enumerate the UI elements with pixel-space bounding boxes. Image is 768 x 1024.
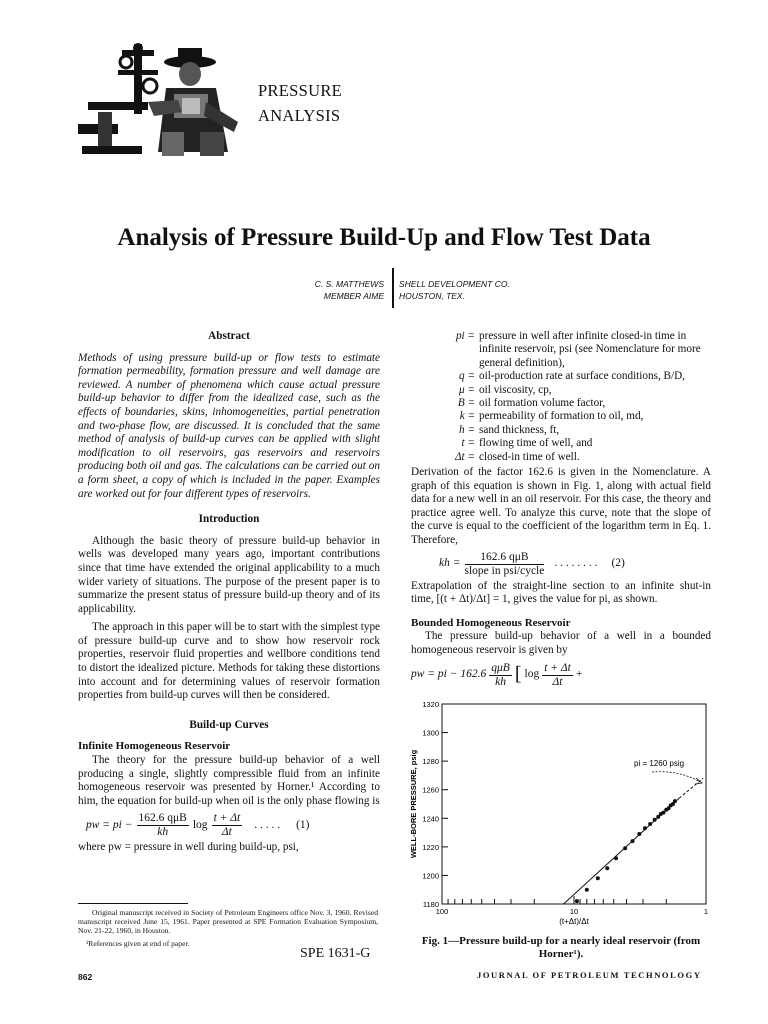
where-line: where pw = pressure in well during build-up, psi, (78, 841, 299, 854)
oil-workers-illustration (78, 42, 248, 162)
eq2-numerator: 162.6 qμB (465, 551, 545, 565)
figure-caption: Fig. 1—Pressure build-up for a nearly ideal reservoir (from Horner¹). (421, 935, 701, 960)
y-tick-label: 1200 (422, 871, 439, 881)
equation-1 (86, 812, 380, 839)
abstract-text: Methods of using pressure build-up or flow tests to estimate formation permeability, formation pressure and well damage are reviewed. A number of phenomena which cause actual pressure build-up behavior to differ from the idealized case, such as the effects of boundaries, skins, inhomogeneities, partial penetration and two-phase flow, are discussed. It is concluded that the same method of analysis of build-up curves can be applied with slight modification to oil reservoirs, gas reservoirs and reservoirs producing both oil and gas. The calculations can be carried out on a form sheet, a copy of which is included in the paper. Examples are worked out for four different types of reservoirs. (78, 351, 380, 500)
data-point (637, 832, 641, 836)
y-tick-label: 1180 (422, 900, 439, 909)
series-title (258, 78, 342, 128)
author-affiliation: SHELL DEVELOPMENT CO. (399, 279, 510, 289)
buildup-heading: Build-up Curves (189, 718, 269, 731)
author-membership: MEMBER AIME (323, 290, 384, 301)
data-point (643, 826, 647, 830)
nomenclature-definition: oil formation volume factor, (479, 397, 606, 410)
nomenclature-definition: flowing time of well, and (479, 437, 593, 450)
data-point (585, 888, 589, 892)
footnote-rule (78, 903, 188, 904)
bounded-eq-plus: + (575, 668, 583, 681)
buildup-paragraph-1: The theory for the pressure build-up behavior of a well producing a single, slightly compressible fluid from an infinite homogeneous reservoir was presented by Horner.¹ According to him, the equation for build-up when oil is the only phase flowing is (78, 754, 380, 807)
bounded-eq-time-numerator: t + Δt (544, 661, 571, 674)
nomenclature-definition: pressure in well after infinite closed-in time in infinite reservoir, psi (see Nomenclature for more general definition), (479, 330, 701, 369)
chart-annotation: pi = 1260 psig (634, 759, 685, 768)
data-point (661, 811, 665, 815)
introduction-heading: Introduction (198, 513, 260, 526)
x-tick-label: 100 (435, 907, 449, 916)
data-point (596, 876, 600, 880)
bounded-eq-numerator: qμB (491, 661, 510, 674)
chart-y-ticks (422, 700, 448, 909)
nomenclature-item (411, 437, 711, 450)
chart-y-label: WELL-BORE PRESSURE, psig (409, 749, 418, 859)
data-point (614, 856, 618, 860)
x-tick-label: 1 (703, 907, 709, 916)
author-block (315, 279, 384, 302)
chart-lines (564, 772, 704, 904)
chart-x-ticks (436, 896, 708, 916)
eq2-denominator: slope in psi/cycle (464, 564, 545, 577)
data-point (653, 818, 657, 822)
nomenclature-list (411, 330, 711, 464)
y-tick-label: 1300 (422, 728, 439, 738)
nomenclature-item (411, 370, 711, 383)
chart-axes (442, 704, 706, 904)
eq1-denominator: kh (157, 826, 169, 839)
bounded-eq-bracket: [ (514, 663, 522, 686)
nomenclature-item (411, 384, 711, 397)
eq2-number: (2) (611, 557, 625, 570)
eq1-time-fraction (212, 812, 243, 839)
bounded-subheading: Bounded Homogeneous Reservoir (411, 616, 571, 629)
data-point (575, 899, 579, 903)
bounded-eq-time-fraction (542, 662, 573, 689)
chart-x-label: (t+Δt)/Δt (559, 917, 589, 926)
data-point (648, 822, 652, 826)
nomenclature-item (411, 397, 711, 410)
paper-title: Analysis of Pressure Build-Up and Flow Test Data (117, 224, 651, 251)
nomenclature-definition: oil-production rate at surface conditions, B/D, (479, 370, 685, 383)
y-tick-label: 1240 (422, 814, 439, 824)
nomenclature-symbol: μ = (459, 383, 475, 396)
eq1-log: log (192, 819, 208, 832)
series-title-line2: ANALYSIS (258, 106, 341, 125)
y-tick-label: 1220 (422, 842, 439, 852)
author-divider (392, 268, 394, 308)
chart-points (575, 799, 677, 903)
x-tick-label: 10 (569, 907, 579, 916)
nomenclature-symbol: q = (459, 370, 475, 383)
infinite-reservoir-subheading: Infinite Homogeneous Reservoir (78, 740, 231, 753)
derivation-paragraph: Derivation of the factor 162.6 is given in the Nomenclature. A graph of this equation is shown in Fig. 1, along with actual field data for a new well in an oil reservoir. For this case, the theory and practice agree well. To analyze this curve, note that the slope of the curve is equal to the coefficient of the logarithm term in Eq. 1. Therefore, (411, 466, 711, 547)
nomenclature-symbol: B = (457, 397, 475, 410)
y-tick-label: 1260 (422, 785, 439, 795)
y-tick-label: 1280 (422, 757, 439, 767)
eq1-number: (1) (296, 819, 310, 832)
abstract-heading: Abstract (208, 330, 250, 342)
series-title-line1: PRESSURE (258, 81, 343, 100)
chart-frame (442, 704, 706, 904)
bounded-eq-fraction (489, 662, 512, 689)
data-point (673, 799, 677, 803)
page-number: 862 (78, 972, 93, 982)
nomenclature-item (411, 330, 711, 370)
data-point (623, 846, 627, 850)
bounded-eq-lhs: pw = pi − 162.6 (411, 668, 487, 681)
author-location: HOUSTON, TEX. (399, 290, 465, 301)
data-point (631, 839, 635, 843)
left-column (78, 330, 380, 855)
eq1-time-denominator: Δt (221, 826, 232, 839)
eq1-dots: . . . . . (254, 819, 281, 832)
y-tick-label: 1320 (422, 700, 439, 709)
bounded-paragraph: The pressure build-up behavior of a well in a bounded homogeneous reservoir is given by (411, 630, 711, 656)
nomenclature-symbol: t = (461, 437, 475, 450)
eq1-lhs: pw = pi − (86, 819, 133, 832)
affiliation-block (399, 279, 510, 302)
eq2-fraction (465, 551, 545, 578)
bounded-eq-time-denominator: Δt (552, 675, 563, 688)
annotation-arrowhead (695, 778, 702, 784)
eq1-numerator: 162.6 qμB (138, 812, 187, 825)
extrapolation-paragraph: Extrapolation of the straight-line section to an infinite shut-in time, [(t + Δt)/Δt] = 1, gives the value for pi, as shown. (411, 579, 711, 606)
nomenclature-symbol: h = (459, 423, 475, 436)
equation-2 (439, 551, 711, 578)
right-column (411, 330, 711, 689)
annotation-arrow (652, 772, 700, 782)
eq2-dots: . . . . . . . . (554, 557, 598, 570)
eq1-time-numerator: t + Δt (213, 812, 241, 825)
nomenclature-item (411, 410, 711, 423)
nomenclature-item (411, 451, 711, 464)
spe-number: SPE 1631-G (300, 946, 371, 961)
manuscript-footnote: Original manuscript received in Society of Petroleum Engineers office Nov. 3, 1960. Revised manuscript received June 15, 1961. Paper presented at SPE Formation Evaluation Symposium, Nov. 21-22, 1960, in Houston. (78, 908, 378, 936)
nomenclature-symbol: pi = (455, 330, 475, 342)
bounded-eq-log: log (524, 668, 540, 681)
bounded-eq-denominator: kh (495, 675, 506, 688)
journal-name: JOURNAL OF PETROLEUM TECHNOLOGY (477, 970, 702, 980)
author-name: C. S. MATTHEWS (314, 279, 384, 289)
bounded-equation (411, 662, 711, 689)
introduction-paragraph-1: Although the basic theory of pressure build-up behavior in wells was developed many years ago, important contributions since that time have extended the original applicability to a much wider variety of situations. The purpose of the present paper is to summarize the present status of pressure build-up theory and of its applicability. (78, 534, 380, 615)
eq1-fraction (137, 812, 189, 839)
eq2-lhs: kh = (439, 557, 461, 570)
nomenclature-definition: sand thickness, ft, (479, 423, 560, 436)
nomenclature-symbol: Δt = (454, 450, 475, 463)
nomenclature-definition: oil viscosity, cp, (479, 383, 552, 396)
pressure-buildup-chart (400, 700, 720, 930)
nomenclature-symbol: k = (459, 410, 475, 423)
introduction-paragraph-2: The approach in this paper will be to start with the simplest type of pressure build-up curve and to show how reservoir rock properties, reservoir fluid properties and wellbore conditions tend to distort the idealized picture. Methods for taking these distortions into account and for determining values of reservoir formation properties from build-up curves will then be considered. (78, 621, 380, 702)
footnotes (78, 908, 378, 948)
data-point (605, 866, 609, 870)
nomenclature-item (411, 424, 711, 437)
nomenclature-definition: permeability of formation to oil, md, (479, 410, 644, 423)
nomenclature-definition: closed-in time of well. (479, 450, 580, 463)
references-footnote: ¹References given at end of paper. (86, 938, 190, 948)
